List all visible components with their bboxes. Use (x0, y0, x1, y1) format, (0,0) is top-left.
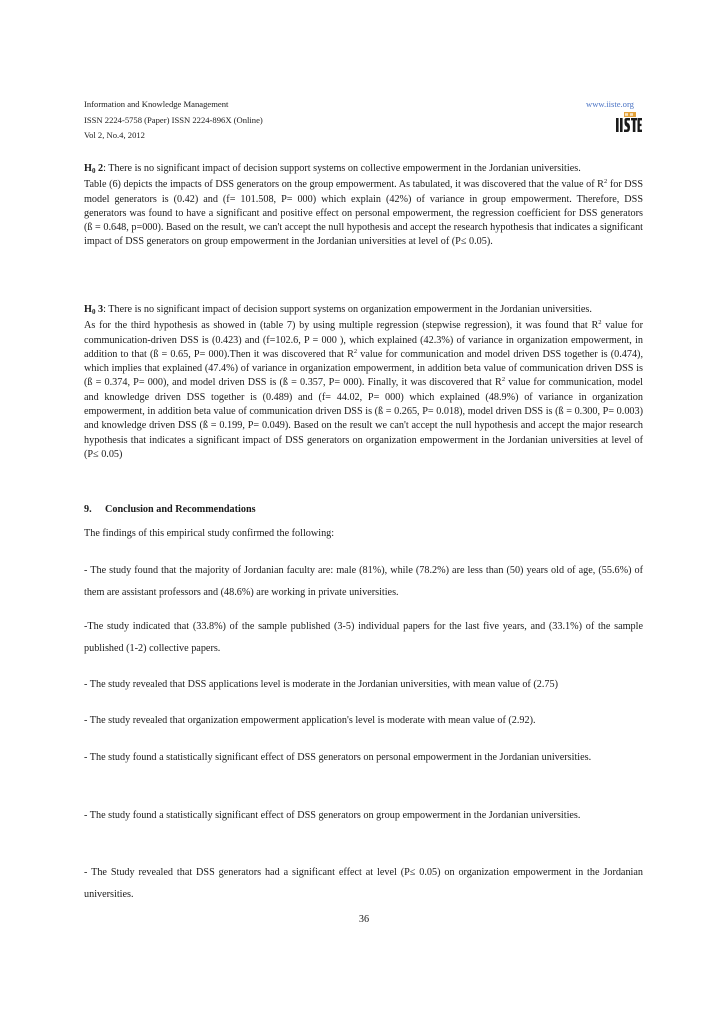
conclusion-item-7: - The Study revealed that DSS generators had a significant effect at level (P≤ 0.05) on organization empowerment in the Jordanian universities. (84, 867, 643, 900)
hypothesis-2-block (84, 162, 643, 250)
hypothesis-3-block (84, 303, 643, 462)
conclusion-item-1: - The study found that the majority of Jordanian faculty are: male (81%), while (78.2%) are less than (50) years old of age, (55.6%) of them are assistant professors and (48.6%) are working in private universities. (84, 565, 643, 598)
journal-issn: ISSN 2224-5758 (Paper) ISSN 2224-896X (Online) (84, 114, 263, 125)
journal-volume: Vol 2, No.4, 2012 (84, 130, 145, 140)
conclusion-item-6: - The study found a statistically significant effect of DSS generators on group empowerment in the Jordanian universities. (84, 810, 581, 821)
page-number: 36 (358, 914, 370, 925)
conclusion-item-4: - The study revealed that organization empowerment application's level is moderate with mean value of (2.92). (84, 715, 536, 726)
hypothesis-2-paragraph: Table (6) depicts the impacts of DSS generators on the group empowerment. As tabulated, it was discovered that the value of $R^2$ for DSS model generators is (0.42) and (f= 101.508, P= 000) which explain (42%) of variance in group empowerment. Therefore, DSS generators was found to have a significant and positive effect on personal empowerment, the regression coefficient for DSS generators (ß = 0.648, p=000). Based on the result, we can't accept the null hypothesis and accept the research hypothesis that indicates a significant impact of DSS generators on group empowerment in the Jordanian universities at level of (P≤ 0.05). (84, 178, 643, 248)
hypothesis-3-label: $H_0$ 3 (84, 304, 104, 316)
hypothesis-3-paragraph: As for the third hypothesis as showed in (table 7) by using multiple regression (stepwise regression), it was found that $R^2$ value for communication-driven DSS is (0.423) and (f=102.6, P = 000 ), which explained (42.3%) of variance in organization empowerment, in addition to that (ß = 0.65, P= 000).Then it was discovered that $R^2$ value for communication and model driven DSS together is (0.474), which implies that explained (47.4%) of variance in organization empowerment, in addition beta value of communication driven DSS is (ß = 0.374, P= 000), and model driven DSS is (ß = 0.357, P= 000). Finally, it was discovered that $R^2$ value for communication, model and knowledge driven DSS together is (0.489) and (f= 44.02, P= 000) which explained (48.9%) of variance in organization empowerment, in addition beta value of communication driven DSS is (ß = 0.265, P= 0.018), model driven DSS is (ß = 0.300, P= 0.003) and knowledge driven DSS (ß = 0.199, P= 0.049). Based on the result we can't accept the null hypothesis and accept the major research hypothesis that indicates a significant impact of DSS generators on organization empowerment in the Jordanian universities at level of (P≤ 0.05) (84, 319, 643, 460)
hypothesis-2-label: $H_0$ 2 (84, 163, 104, 175)
section-title: Conclusion and Recommendations (105, 504, 256, 515)
iiste-logo (616, 112, 642, 133)
conclusion-item-2: -The study indicated that (33.8%) of the sample published (3-5) individual papers for the last five years, and (33.1%) of the sample published (1-2) collective papers. (84, 621, 643, 654)
conclusion-item-3: - The study revealed that DSS applications level is moderate in the Jordanian universities, with mean value of (2.75) (84, 679, 558, 690)
hypothesis-3-statement: $H_0$ 3: There is no significant impact of decision support systems on organization empowerment in the Jordanian universities. (84, 304, 592, 316)
section-heading (84, 504, 256, 515)
conclusion-item-5: - The study found a statistically significant effect of DSS generators on personal empowerment in the Jordanian universities. (84, 752, 592, 763)
conclusions-intro: The findings of this empirical study confirmed the following: (84, 528, 335, 539)
section-number: 9. (84, 504, 92, 515)
journal-url[interactable]: www.iiste.org (586, 99, 634, 109)
hypothesis-2-statement: $H_0$ 2: There is no significant impact of decision support systems on collective empowerment in the Jordanian universities. (84, 163, 581, 175)
journal-title: Information and Knowledge Management (84, 99, 229, 109)
journal-header (84, 97, 263, 144)
